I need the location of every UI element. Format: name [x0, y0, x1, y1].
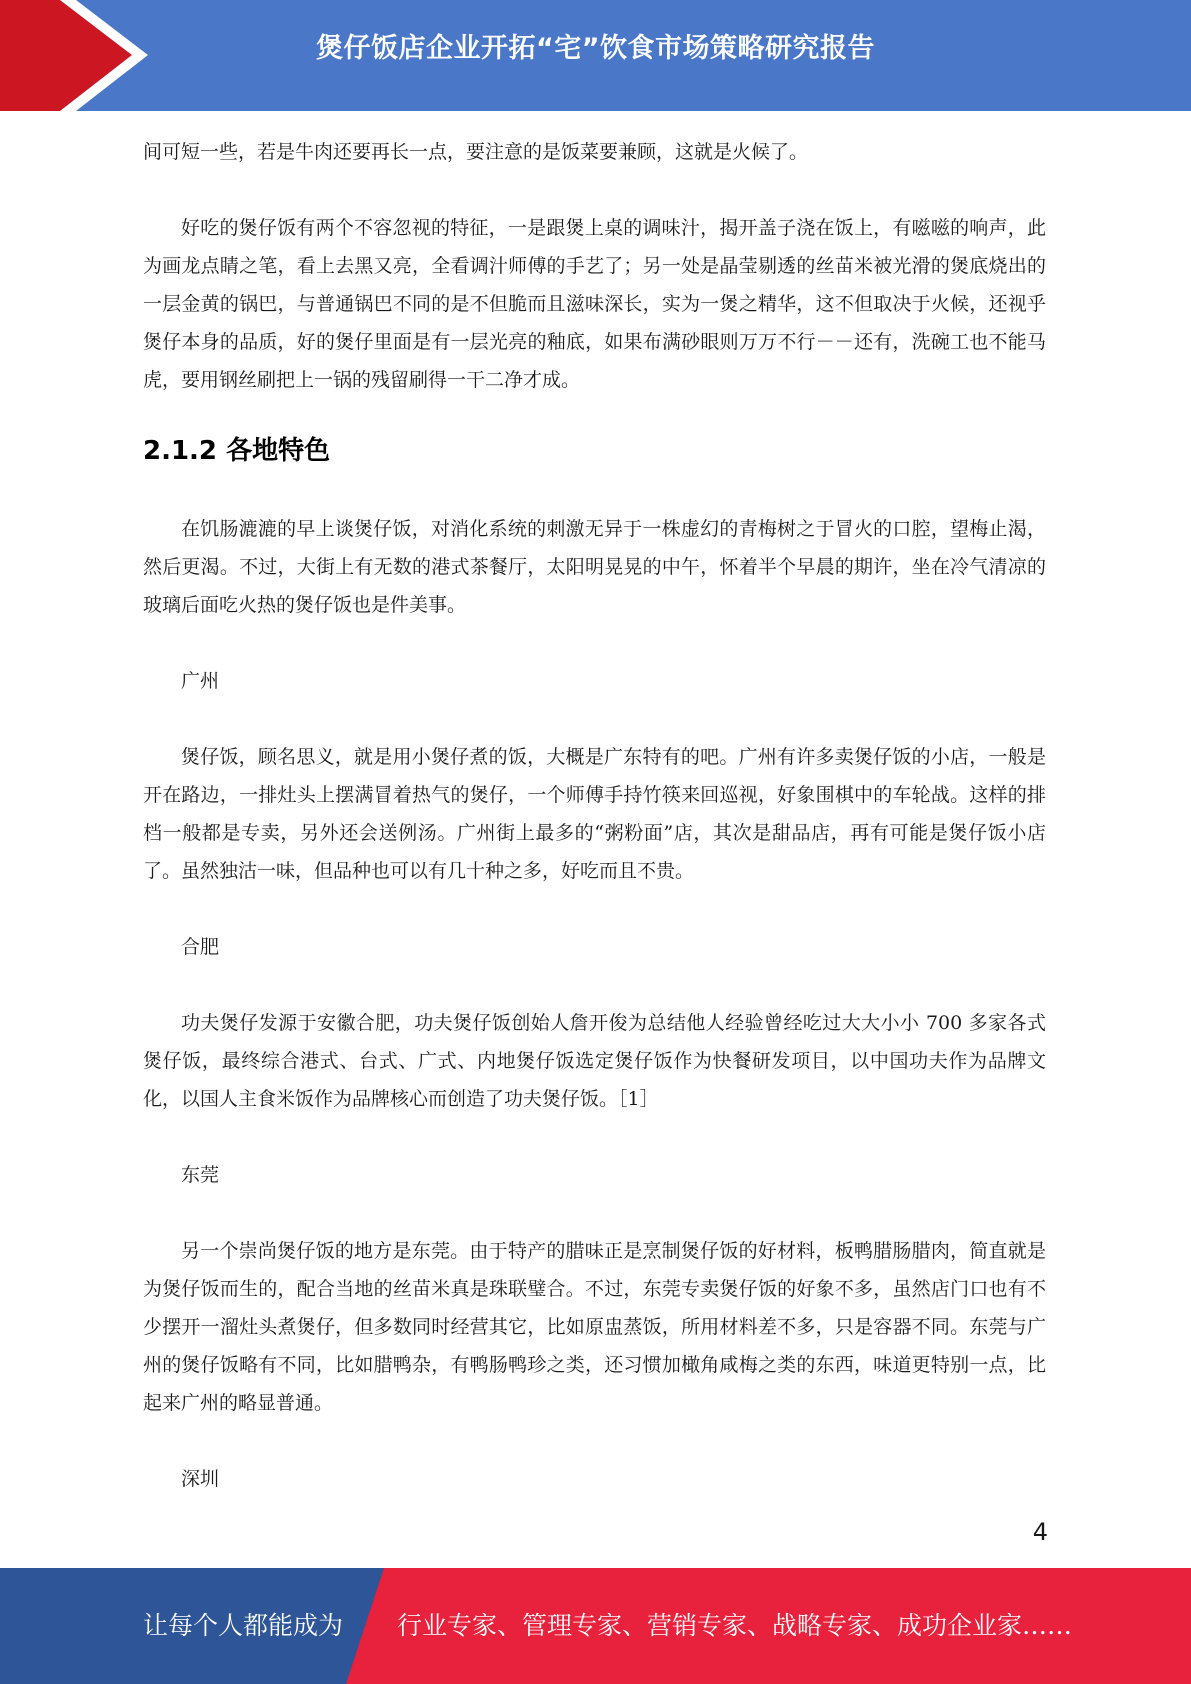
region-label: 广州	[181, 670, 220, 692]
page-number: 4	[1032, 1518, 1048, 1546]
section-heading: 2.1.2 各地特色	[143, 436, 331, 466]
paragraph: 煲仔饭，顾名思义，就是用小煲仔煮的饭，大概是广东特有的吧。广州有许多卖煲仔饭的小店，一般是开在路边，一排灶头上摆满冒着热气的煲仔，一个师傅手持竹筷来回巡视，好象围棋中的车轮战。这样的排档一般都是专卖，另外还会送例汤。广州街上最多的“粥粉面”店，其次是甜品店，再有可能是煲仔饭小店了。虽然独沽一味，但品种也可以有几十种之多，好吃而且不贵。	[143, 746, 1046, 882]
report-title: 煲仔饭店企业开拓“宅”饮食市场策略研究报告	[316, 33, 875, 64]
paragraph: 间可短一些，若是牛肉还要再长一点，要注意的是饭菜要兼顾，这就是火候了。	[143, 141, 809, 163]
paragraph: 在饥肠漉漉的早上谈煲仔饭，对消化系统的刺激无异于一株虚幻的青梅树之于冒火的口腔，望梅止渴，然后更渴。不过，大街上有无数的港式茶餐厅，太阳明晃晃的中午，怀着半个早晨的期许，坐在冷气清凉的玻璃后面吃火热的煲仔饭也是件美事。	[143, 518, 1046, 616]
footer-slogan-right: 行业专家、管理专家、营销专家、战略专家、成功企业家……	[397, 1611, 1073, 1640]
page-footer	[0, 1568, 1191, 1684]
region-label: 深圳	[181, 1468, 220, 1490]
document-body	[143, 133, 1046, 1498]
footer-slogan-left: 让每个人都能成为	[143, 1611, 344, 1640]
region-label: 东莞	[181, 1164, 220, 1186]
paragraph: 功夫煲仔发源于安徽合肥，功夫煲仔饭创始人詹开俊为总结他人经验曾经吃过大大小小 700 多家各式煲仔饭，最终综合港式、台式、广式、内地煲仔饭选定煲仔饭作为快餐研发项目，以中国功夫作为品牌文化，以国人主食米饭作为品牌核心而创造了功夫煲仔饭。［1］	[143, 1012, 1046, 1110]
region-label: 合肥	[181, 936, 220, 958]
paragraph: 好吃的煲仔饭有两个不容忽视的特征，一是跟煲上桌的调味汁，揭开盖子浇在饭上，有嗞嗞的响声，此为画龙点睛之笔，看上去黑又亮，全看调汁师傅的手艺了；另一处是晶莹剔透的丝苗米被光滑的煲底烧出的一层金黄的锅巴，与普通锅巴不同的是不但脆而且滋味深长，实为一煲之精华，这不但取决于火候，还视乎煲仔本身的品质，好的煲仔里面是有一层光亮的釉底，如果布满砂眼则万万不行－－还有，洗碗工也不能马虎，要用钢丝刷把上一锅的残留刷得一干二净才成。	[143, 217, 1046, 391]
paragraph: 另一个崇尚煲仔饭的地方是东莞。由于特产的腊味正是烹制煲仔饭的好材料，板鸭腊肠腊肉，简直就是为煲仔饭而生的，配合当地的丝苗米真是珠联璧合。不过，东莞专卖煲仔饭的好象不多，虽然店门口也有不少摆开一溜灶头煮煲仔，但多数同时经营其它，比如原盅蒸饭，所用材料差不多，只是容器不同。东莞与广州的煲仔饭略有不同，比如腊鸭杂，有鸭肠鸭珍之类，还习惯加橄角咸梅之类的东西，味道更特别一点，比起来广州的略显普通。	[143, 1240, 1046, 1414]
page-header	[0, 0, 1191, 111]
